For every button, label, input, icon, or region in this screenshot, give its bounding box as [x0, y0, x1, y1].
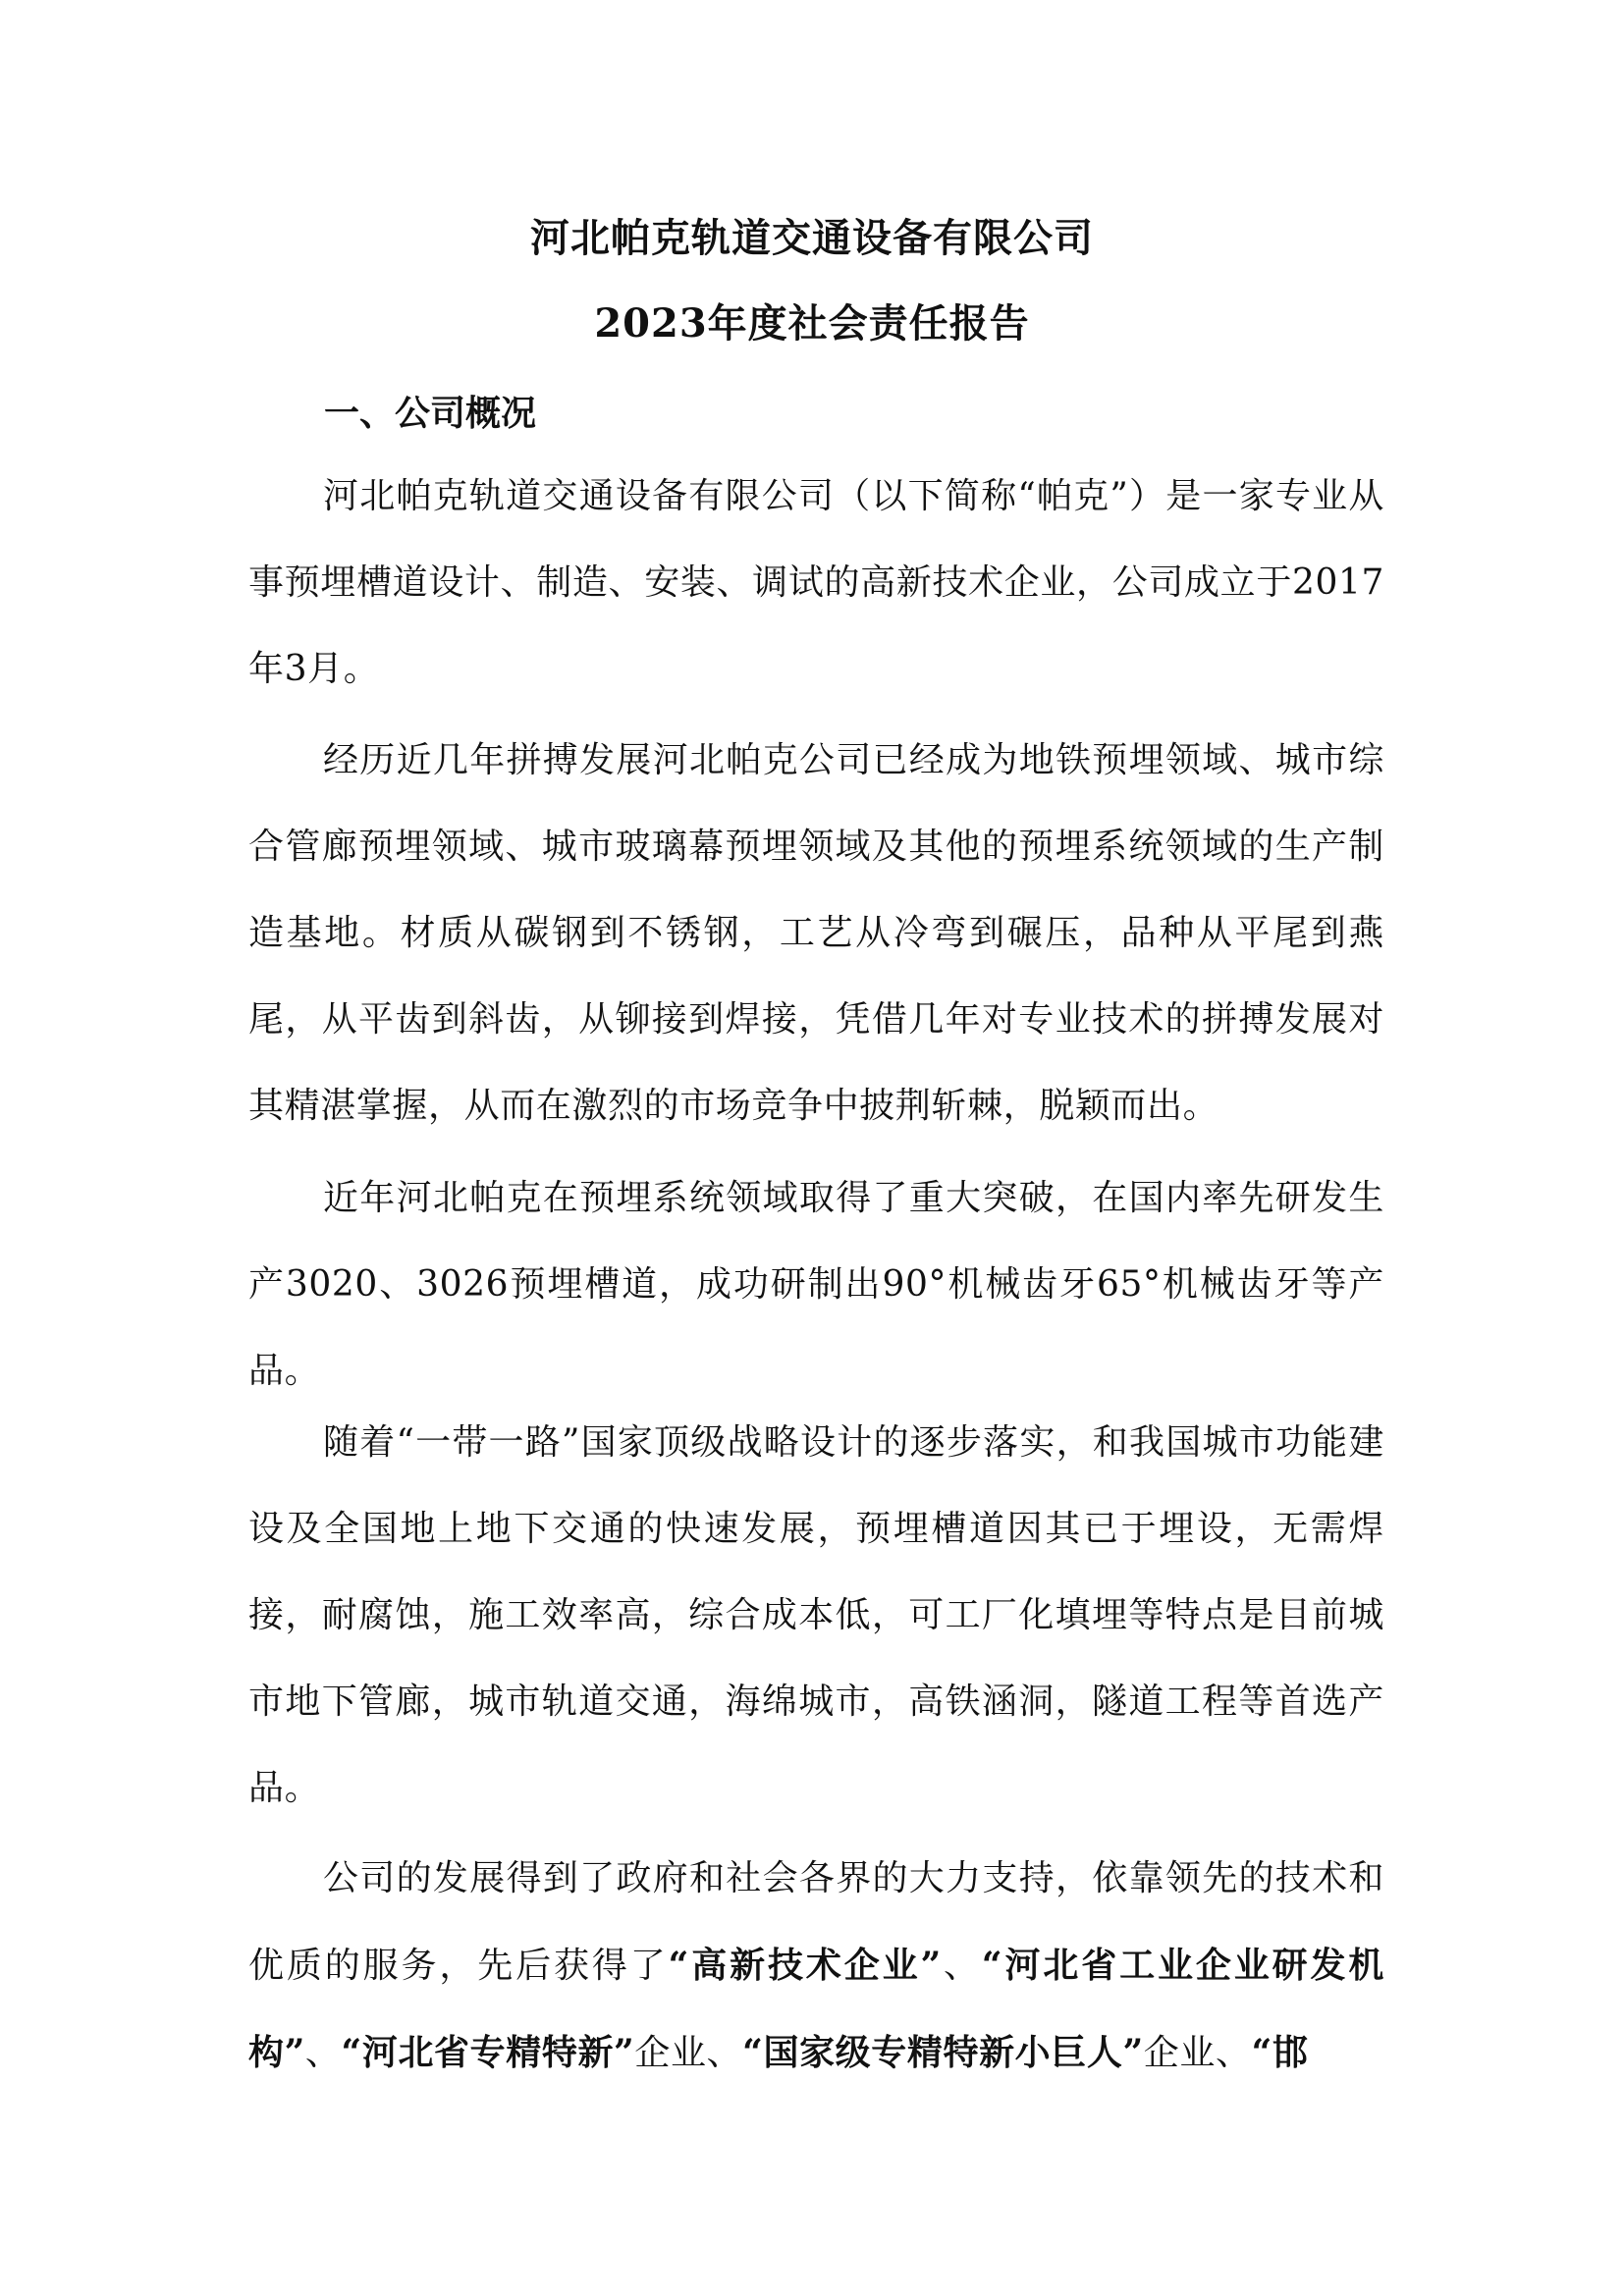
honor-high-tech-enterprise: “高新技术企业”: [668, 1945, 942, 1986]
honors-text-1: 公司的发展得到了政府和社会各界的大力支持，依靠领先的技术和优质的服务，先后获得了: [248, 1858, 1384, 1986]
honor-little-giant: “国家级专精特新小巨人”: [742, 2032, 1144, 2073]
document-title: 河北帕克轨道交通设备有限公司: [530, 215, 1094, 261]
paragraph-breakthrough: 近年河北帕克在预埋系统领域取得了重大突破，在国内率先研发生产3020、3026预埋槽道，成功研制出90°机械齿牙65°机械齿牙等产品。: [248, 1178, 1384, 1391]
honors-text-3: 企业、: [1143, 2033, 1252, 2073]
paragraph-development: 经历近几年拼搏发展河北帕克公司已经成为地铁预埋领域、城市综合管廊预埋领域、城市玻璃幕预埋领域及其他的预埋系统领域的生产制造基地。材质从碳钢到不锈钢，工艺从冷弯到碾压，品种从平尾到燕尾，从平齿到斜齿，从铆接到焊接，凭借几年对专业技术的拼搏发展对其精湛掌握，从而在激烈的市场竞争中披荆斩棘，脱颖而出。: [248, 740, 1384, 1126]
honors-separator-2: 、: [304, 2033, 342, 2073]
paragraph-belt-and-road: 随着“一带一路”国家顶级战略设计的逐步落实，和我国城市功能建设及全国地上地下交通的快速发展，预埋槽道因其已于埋设，无需焊接，耐腐蚀，施工效率高，综合成本低，可工厂化填埋等特点是目前城市地下管廊，城市轨道交通，海绵城市，高铁涵洞，隧道工程等首选产品。: [248, 1422, 1384, 1808]
paragraph-company-intro: 河北帕克轨道交通设备有限公司（以下简称“帕克”）是一家专业从事预埋槽道设计、制造、安装、调试的高新技术企业，公司成立于2017年3月。: [248, 476, 1384, 689]
document-subtitle: 2023年度社会责任报告: [594, 300, 1030, 347]
honors-text-2: 企业、: [634, 2033, 743, 2073]
honor-rd-institution: “河北省工业企业研发机构”: [248, 1945, 1384, 2073]
honor-hebei-specialized: “河北省专精特新”: [341, 2032, 635, 2073]
paragraph-honors: [248, 1836, 1384, 2097]
section-heading-company-overview: 一、公司概况: [324, 393, 537, 434]
honor-handan-truncated: “邯: [1251, 2032, 1309, 2073]
honors-separator-1: 、: [941, 1946, 982, 1986]
